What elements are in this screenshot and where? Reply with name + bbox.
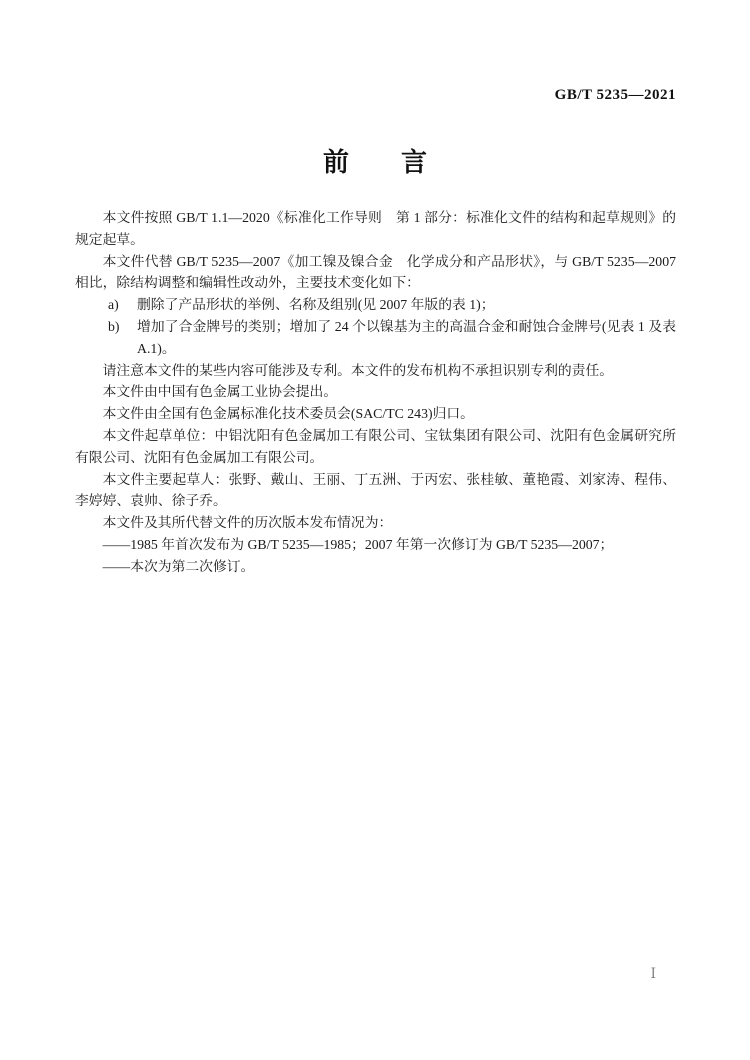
- paragraph-main-drafters: 本文件主要起草人：张野、戴山、王丽、丁五洲、于丙宏、张桂敏、董艳霞、刘家涛、程伟、李婷婷、袁帅、徐子乔。: [75, 471, 676, 509]
- change-item-a: [75, 294, 676, 316]
- page-number: Ⅰ: [650, 967, 656, 982]
- paragraph-drafting-rules: 本文件按照 GB/T 1.1—2020《标准化工作导则 第 1 部分：标准化文件的结构和起草规则》的规定起草。: [75, 210, 676, 247]
- paragraph-replaces: 本文件代替 GB/T 5235—2007《加工镍及镍合金 化学成分和产品形状》，与 GB/T 5235—2007 相比，除结构调整和编辑性改动外，主要技术变化如下：: [75, 253, 676, 291]
- history-entry-current-revision: ——本次为第二次修订。: [102, 558, 255, 574]
- change-text-b: 增加了合金牌号的类别；增加了 24 个以镍基为主的高温合金和耐蚀合金牌号(见表 1 及表 A.1)。: [137, 318, 676, 356]
- change-text-a: 删除了产品形状的举例、名称及组别(见 2007 年版的表 1)；: [137, 297, 495, 313]
- standard-code: GB/T 5235—2021: [554, 87, 676, 103]
- paragraph-centralized-by: 本文件由全国有色金属标准化技术委员会(SAC/TC 243)归口。: [102, 406, 474, 422]
- paragraph-proposed-by: 本文件由中国有色金属工业协会提出。: [102, 384, 338, 400]
- paragraph-patent-notice: 请注意本文件的某些内容可能涉及专利。本文件的发布机构不承担识别专利的责任。: [102, 362, 614, 378]
- foreword-body: [75, 207, 676, 578]
- list-marker-b: b): [108, 318, 120, 334]
- page-title: 前 言: [322, 148, 427, 178]
- list-marker-a: a): [108, 297, 119, 313]
- change-item-b: [75, 316, 676, 360]
- paragraph-drafting-organizations: 本文件起草单位：中铝沈阳有色金属加工有限公司、宝钛集团有限公司、沈阳有色金属研究所有限公司、沈阳有色金属加工有限公司。: [75, 427, 676, 465]
- paragraph-history-intro: 本文件及其所代替文件的历次版本发布情况为：: [102, 515, 393, 531]
- history-entry-first-edition: ——1985 年首次发布为 GB/T 5235—1985；2007 年第一次修订为 GB/T 5235—2007；: [102, 536, 614, 552]
